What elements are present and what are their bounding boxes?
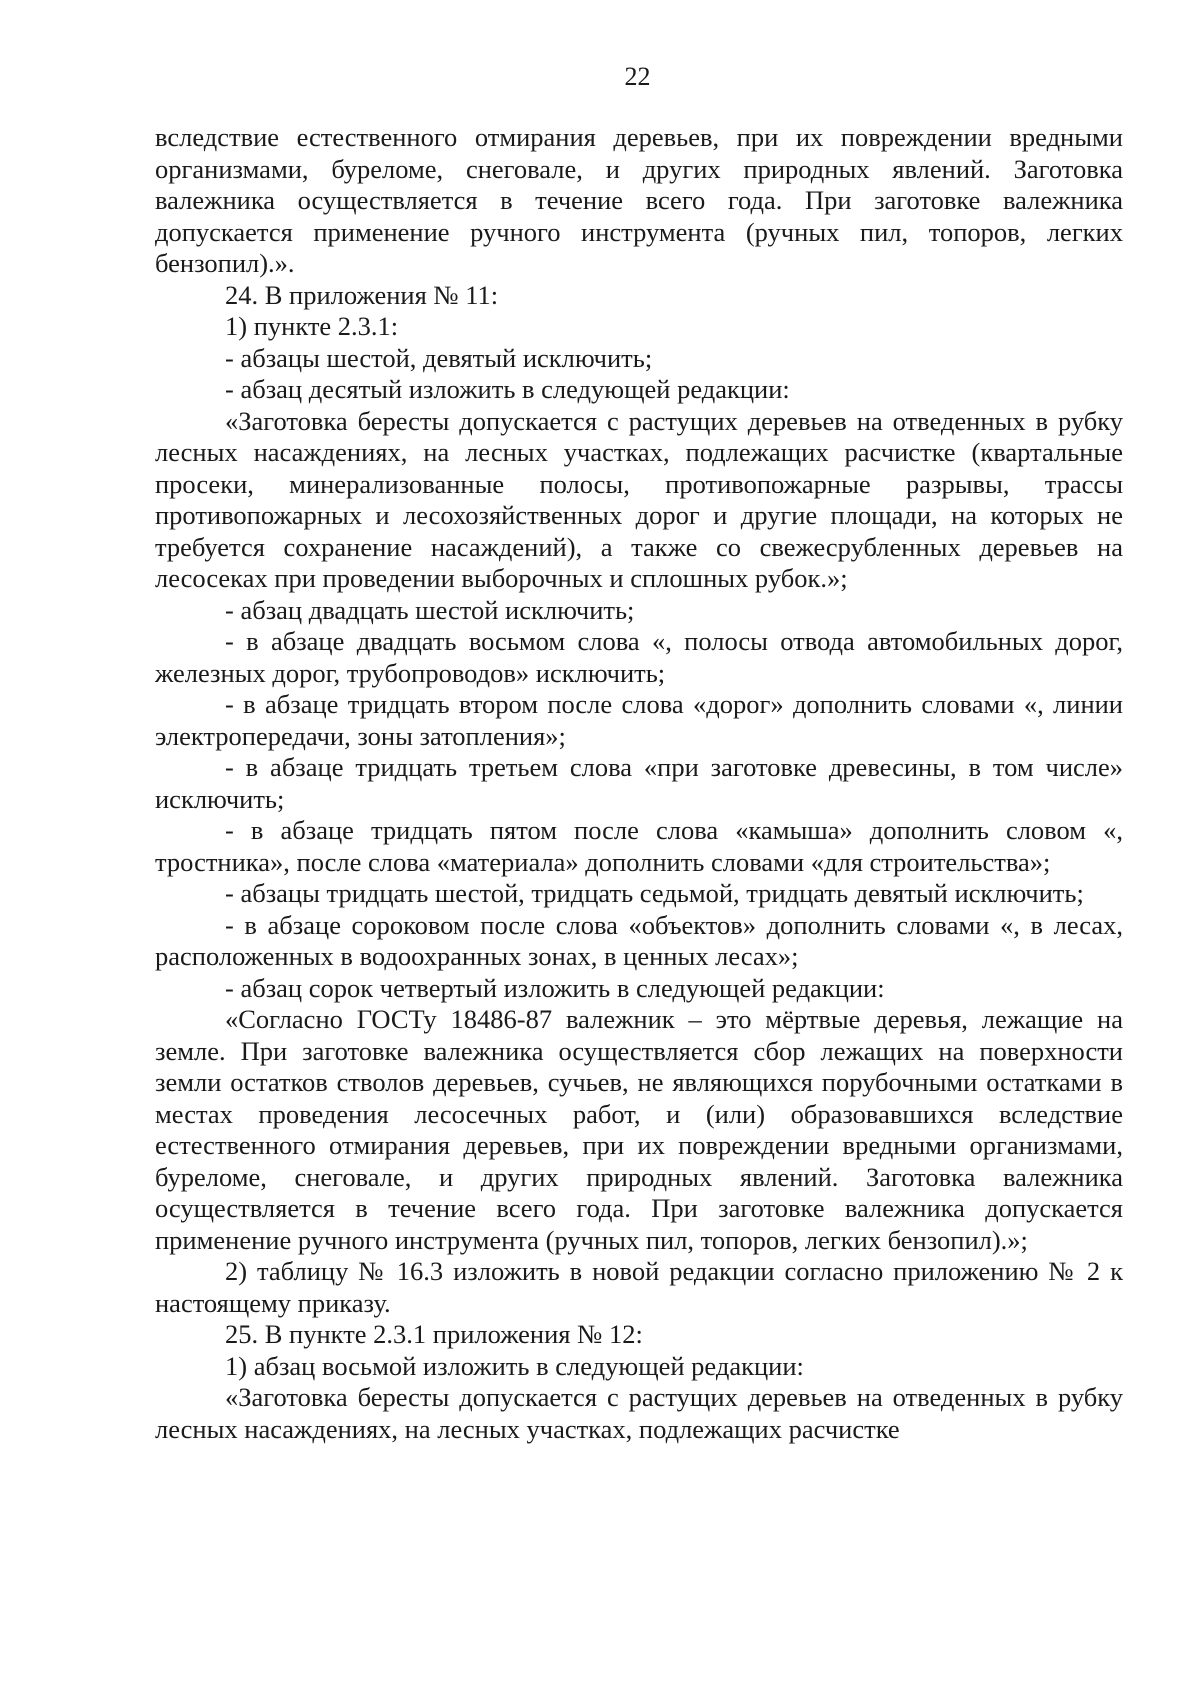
- paragraph: - абзац двадцать шестой исключить;: [225, 594, 635, 625]
- paragraph: 1) абзац восьмой изложить в следующей редакции:: [225, 1350, 804, 1381]
- paragraph: - в абзаце тридцать втором после слова «дорог» дополнить словами «, линии электропередачи, зоны затопления»;: [155, 689, 1123, 751]
- paragraph: «Заготовка бересты допускается с растущих деревьев на отведенных в рубку лесных насаждениях, на лесных участках, подлежащих расчистке: [155, 1382, 1123, 1444]
- page-number: 22: [624, 62, 651, 91]
- paragraph: - в абзаце сороковом после слова «объектов» дополнить словами «, в лесах, расположенных в водоохранных зонах, в ценных лесах»;: [155, 909, 1123, 971]
- paragraph: 1) пункте 2.3.1:: [225, 311, 399, 341]
- paragraph: вследствие естественного отмирания деревьев, при их повреждении вредными организмами, буреломе, снеговале, и других природных явлений. Заготовка валежника осуществляется в течение всего года. При заготовке валежника допускается применение ручного инструмента (ручных пил, топоров, легких бензопил).».: [155, 122, 1123, 278]
- paragraph: 25. В пункте 2.3.1 приложения № 12:: [225, 1319, 643, 1349]
- paragraph: 2) таблицу № 16.3 изложить в новой редакции согласно приложению № 2 к настоящему приказу.: [155, 1256, 1123, 1318]
- paragraph: - в абзаце тридцать пятом после слова «камыша» дополнить словом «, тростника», после слова «материала» дополнить словами «для строительства»;: [155, 815, 1123, 877]
- paragraph: «Согласно ГОСТу 18486-87 валежник – это мёртвые деревья, лежащие на земле. При заготовке валежника осуществляется сбор лежащих на поверхности земли остатков стволов деревьев, сучьев, не являющихся порубочными остатками в местах проведения лесосечных работ, и (или) образовавшихся вследствие естественного отмирания деревьев, при их повреждении вредными организмами, буреломе, снеговале, и других природных явлений. Заготовка валежника осуществляется в течение всего года. При заготовке валежника допускается применение ручного инструмента (ручных пил, топоров, легких бензопил).»;: [155, 1004, 1123, 1255]
- paragraph: - в абзаце тридцать третьем слова «при заготовке древесины, в том числе» исключить;: [155, 752, 1123, 814]
- paragraph: - абзацы шестой, девятый исключить;: [225, 342, 653, 373]
- paragraph: «Заготовка бересты допускается с растущих деревьев на отведенных в рубку лесных насаждениях, на лесных участках, подлежащих расчистке (квартальные просеки, минерализованные полосы, противопожарные разрывы, трассы противопожарных и лесохозяйственных дорог и другие площади, на которых не требуется сохранение насаждений), а также со свежесрубленных деревьев на лесосеках при проведении выборочных и сплошных рубок.»;: [155, 405, 1123, 593]
- paragraph: - абзацы тридцать шестой, тридцать седьмой, тридцать девятый исключить;: [225, 878, 1084, 908]
- paragraph: - абзац сорок четвертый изложить в следующей редакции:: [225, 972, 885, 1003]
- document-body: [155, 122, 1123, 1445]
- paragraph: - абзац десятый изложить в следующей редакции:: [225, 374, 790, 404]
- paragraph: - в абзаце двадцать восьмом слова «, полосы отвода автомобильных дорог, железных дорог, трубопроводов» исключить;: [155, 626, 1123, 688]
- paragraph: 24. В приложения № 11:: [225, 279, 499, 310]
